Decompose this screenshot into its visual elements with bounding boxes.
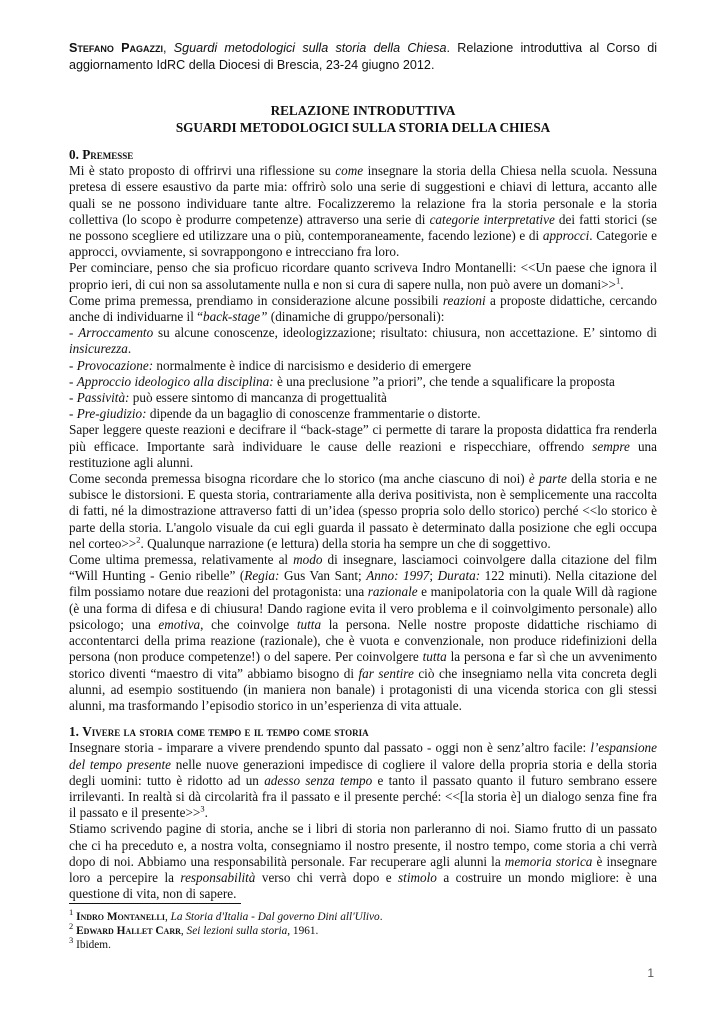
paragraph: Come prima premessa, prendiamo in considerazione alcune possibili reazioni a proposte didattiche, cercando anche di individuarne il “back-stage” (dinamiche di gruppo/personali): <box>69 292 657 325</box>
list-item: - Passività: può essere sintomo di mancanza di progettualità <box>69 390 387 406</box>
paragraph: Come ultima premessa, relativamente al modo di insegnare, lasciamoci coinvolgere dalla citazione del film “Will Hunting - Genio ribelle” (Regia: Gus Van Sant; Anno: 1997; Durata: 122 minuti). Nella citazione del film possiamo notare due reazioni del protagonista: una razionale e manipolatoria con la quale Will dà ragione (è una forma di difesa e di chiusura! Dando ragione evita il vero problema e il coinvolgimento personale) allo psicologo; una emotiva, che coinvolge tutta la persona. Nelle nostre proposte didattiche rischiamo di accontentarci della prima reazione (razionale), che è vuota e convenzionale, non produce ridefinizioni della persona (non produce competenze!) o del sapere. Per coinvolgere tutta la persona e far sì che un avvenimento storico diventi “maestro di vita” abbiamo bisogno di far sentire ciò che insegniamo nella vita concreta degli alunni, ad esempio sostituendo (in maniera non banale) i protagonisti di una vicenda storica con gli stessi alunni, ma trasformando l’episodio storico in un’esperienza di vita attuale. <box>69 552 658 713</box>
section-number: 1. <box>69 724 83 740</box>
header-author: Stefano Pagazzi <box>69 41 164 55</box>
footnote-ref: 1 <box>616 275 621 286</box>
footnote-ref: 2 <box>136 534 141 545</box>
page-number: 1 <box>647 966 654 980</box>
footnote: $^2$ Edward Hallet Carr, Sei lezioni sulla storia, 1961. <box>69 921 319 938</box>
section-heading-premesse <box>69 147 657 163</box>
footnote-ref: 3 <box>200 803 205 814</box>
paragraph: Come seconda premessa bisogna ricordare che lo storico (ma anche ciascuno di noi) è parte della storia e ne subisce le distorsioni. E questa storia, contrariamente alla deriva positivista, non è semplicemente una raccolta di fatti, né la dimostrazione attraverso fatti di un’idea (spesso propria solo dello storico) perché <<lo storico è parte della storia. L'angolo visuale da cui egli guarda il passato è determinato dalla posizione che egli occupa nel corteo>>$^2$. Qualunque narrazione (e lettura) della storia ha sempre un che di soggettivo. <box>69 471 657 551</box>
paragraph: Insegnare storia - imparare a vivere prendendo spunto dal passato - oggi non è senz’altro facile: l’espansione del tempo presente nelle nuove generazioni impedisce di cogliere il valore della propria storia e della storia degli uomini: tutto è ridotto ad un adesso senza tempo e tanto il passato quanto il futuro sembrano essere irrilevanti. In realtà si dà circolarità fra il passato e il presente perché: <<[la storia è] un dialogo senza fine fra il passato e il presente>>$^3$. <box>69 740 657 821</box>
section-heading-vivere-la-storia <box>69 724 657 740</box>
document-title-block <box>69 102 657 136</box>
section-number: 0. <box>69 147 83 162</box>
running-header <box>69 40 657 73</box>
paragraph: Per cominciare, penso che sia proficuo ricordare quanto scriveva Indro Montanelli: <<Un paese che ignora il proprio ieri, di cui non sa assolutamente nulla e non si cura di sapere nulla, non può avere un domani>>$^1$. <box>69 260 657 292</box>
list-item: - Approccio ideologico alla disciplina: è una preclusione ”a priori”, che tende a squalificare la proposta <box>69 373 615 389</box>
list-item: - Arroccamento su alcune conoscenze, ideologizzazione; risultato: chiusura, non accettazione. E’ sintomo di insicurezza. <box>69 325 657 357</box>
footnote-separator <box>69 903 241 904</box>
footnote: $^3$ Ibidem. <box>69 935 111 952</box>
header-title: Sguardi metodologici sulla storia della Chiesa <box>173 41 447 55</box>
section-title: Premesse <box>82 147 134 162</box>
document-body <box>69 147 657 902</box>
paragraph: Mi è stato proposto di offrirvi una riflessione su come insegnare la storia della Chiesa nella scuola. Nessuna pretesa di essere esaustivo da parte mia: offrirò solo una serie di suggestioni e chiavi di lettura, accanto alle quali se ne possono individuare tante altre. Focalizzeremo la relazione fra la storia personale e la storia collettiva (lo scopo è produrre competenze) attraverso una serie di categorie interpretative dei fatti storici (se ne possono scegliere ed utilizzare una o più, contemporaneamente, facendo lezione) e di approcci. Categorie e approcci, ovviamente, si sovrappongono e intrecciano fra loro. <box>69 163 657 260</box>
list-item: - Pre-giudizio: dipende da un bagaglio di conoscenze frammentarie o distorte. <box>69 406 481 422</box>
paragraph: Saper leggere queste reazioni e decifrare il “back-stage” ci permette di tarare la proposta didattica fra renderla più efficace. Importante sarà individuare le cause delle reazioni e rispecchiare, offrendo sempre una restituzione agli alunni. <box>69 422 657 470</box>
footnotes <box>69 907 657 953</box>
document-title-line1: RELAZIONE INTRODUTTIVA <box>270 103 456 118</box>
paragraph: Stiamo scrivendo pagine di storia, anche se i libri di storia non parleranno di noi. Siamo frutto di un passato che ci ha preceduto e, a nostra volta, consegniamo il nostro presente, il nostro tempo, come storia a chi verrà dopo di noi. Abbiamo una responsabilità personale. Far recuperare agli alunni la memoria storica è insegnare loro a percepire la responsabilità verso chi verrà dopo e stimolo a costruire un mondo migliore: è una questione di vita, non di sapere. <box>69 821 657 902</box>
header-separator: , <box>163 41 174 55</box>
header-description: . Relazione introduttiva al Corso di aggiornamento IdRC della Diocesi di Brescia, 23-24 giugno 2012. <box>69 41 658 72</box>
list-item: - Provocazione: normalmente è indice di narcisismo e desiderio di emergere <box>69 357 472 373</box>
document-title-line2: SGUARDI METODOLOGICI SULLA STORIA DELLA CHIESA <box>175 120 551 135</box>
section-title: Vivere la storia come tempo e il tempo come storia <box>82 724 369 740</box>
footnote: $^1$ Indro Montanelli, La Storia d'Italia - Dal governo Dini all'Ulivo. <box>69 907 383 923</box>
